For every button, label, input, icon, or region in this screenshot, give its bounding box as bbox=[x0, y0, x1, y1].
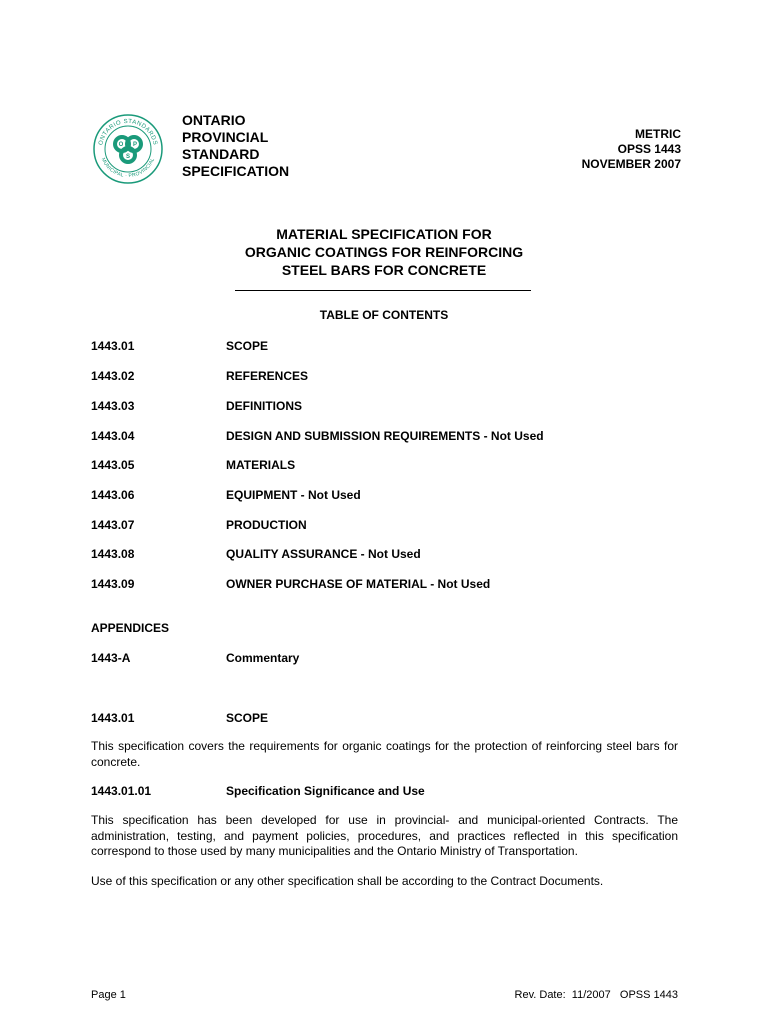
toc-item-number: 1443.04 bbox=[91, 429, 135, 443]
appendices-heading-text: APPENDICES bbox=[91, 621, 170, 635]
document-title bbox=[0, 225, 768, 279]
toc-item-number: 1443.08 bbox=[91, 547, 135, 561]
toc-item-label: QUALITY ASSURANCE - Not Used bbox=[226, 547, 421, 561]
seal-letter-s: S bbox=[125, 154, 131, 160]
opss-seal-icon bbox=[92, 113, 164, 185]
footer-revision: Rev. Date: 11/2007 OPSS 1443 bbox=[514, 989, 678, 1001]
meta-units: METRIC bbox=[635, 127, 681, 141]
toc-item-label: MATERIALS bbox=[226, 458, 296, 472]
organization-name bbox=[182, 112, 289, 180]
seal-letter-p: P bbox=[132, 142, 138, 148]
org-line: SPECIFICATION bbox=[182, 163, 290, 179]
footer-page-number: Page 1 bbox=[91, 989, 126, 1001]
seal-ring-top-text: ONTARIO STANDARDS bbox=[98, 118, 158, 146]
subsection-number: 1443.01.01 bbox=[91, 784, 152, 798]
document-meta bbox=[582, 127, 681, 172]
toc-item-label: SCOPE bbox=[226, 339, 269, 353]
opss-logo bbox=[92, 113, 164, 185]
toc-item-label: EQUIPMENT - Not Used bbox=[226, 488, 361, 502]
section-number: 1443.01 bbox=[91, 711, 135, 725]
toc-heading: TABLE OF CONTENTS bbox=[319, 308, 449, 322]
toc-item-number: 1443.06 bbox=[91, 488, 135, 502]
toc-item-label: DESIGN AND SUBMISSION REQUIREMENTS - Not Used bbox=[226, 429, 544, 443]
toc-item-number: 1443.05 bbox=[91, 458, 135, 472]
use-paragraph: Use of this specification or any other specification shall be according to the Contract Documents. bbox=[91, 874, 604, 888]
org-line: STANDARD bbox=[182, 146, 260, 162]
scope-paragraph: This specification covers the requirements for organic coatings for the protection of reinforcing steel bars for concrete. bbox=[91, 739, 678, 769]
toc-item-label: PRODUCTION bbox=[226, 518, 307, 532]
toc-item-number: 1443.09 bbox=[91, 577, 135, 591]
toc-item-number: 1443.03 bbox=[91, 399, 135, 413]
org-line: PROVINCIAL bbox=[182, 129, 269, 145]
appendix-item-label: Commentary bbox=[226, 651, 300, 665]
meta-date: NOVEMBER 2007 bbox=[581, 157, 681, 171]
seal-ring-bottom-text: MUNICIPAL · PROVINCIAL bbox=[99, 156, 157, 180]
toc-item-number: 1443.02 bbox=[91, 369, 135, 383]
seal-letter-o: O bbox=[118, 142, 124, 148]
meta-spec-number: OPSS 1443 bbox=[617, 142, 681, 156]
subsection-label: Specification Significance and Use bbox=[226, 784, 425, 798]
section-label: SCOPE bbox=[226, 711, 269, 725]
title-line: STEEL BARS FOR CONCRETE bbox=[281, 262, 487, 278]
toc-item-label: DEFINITIONS bbox=[226, 399, 303, 413]
toc-item-label: REFERENCES bbox=[226, 369, 309, 383]
title-divider bbox=[235, 290, 531, 291]
appendix-item-number: 1443-A bbox=[91, 651, 131, 665]
org-line: ONTARIO bbox=[182, 112, 246, 128]
toc-item-label: OWNER PURCHASE OF MATERIAL - Not Used bbox=[226, 577, 491, 591]
title-line: ORGANIC COATINGS FOR REINFORCING bbox=[244, 244, 524, 260]
toc-item-number: 1443.07 bbox=[91, 518, 135, 532]
title-line: MATERIAL SPECIFICATION FOR bbox=[276, 226, 492, 242]
toc-item-number: 1443.01 bbox=[91, 339, 135, 353]
significance-paragraph: This specification has been developed for use in provincial- and municipal-oriented Contracts. The administration, testing, and payment policies, procedures, and practices reflected in this specification correspond to those used by many municipalities and the Ontario Ministry of Transportation. bbox=[91, 813, 678, 858]
